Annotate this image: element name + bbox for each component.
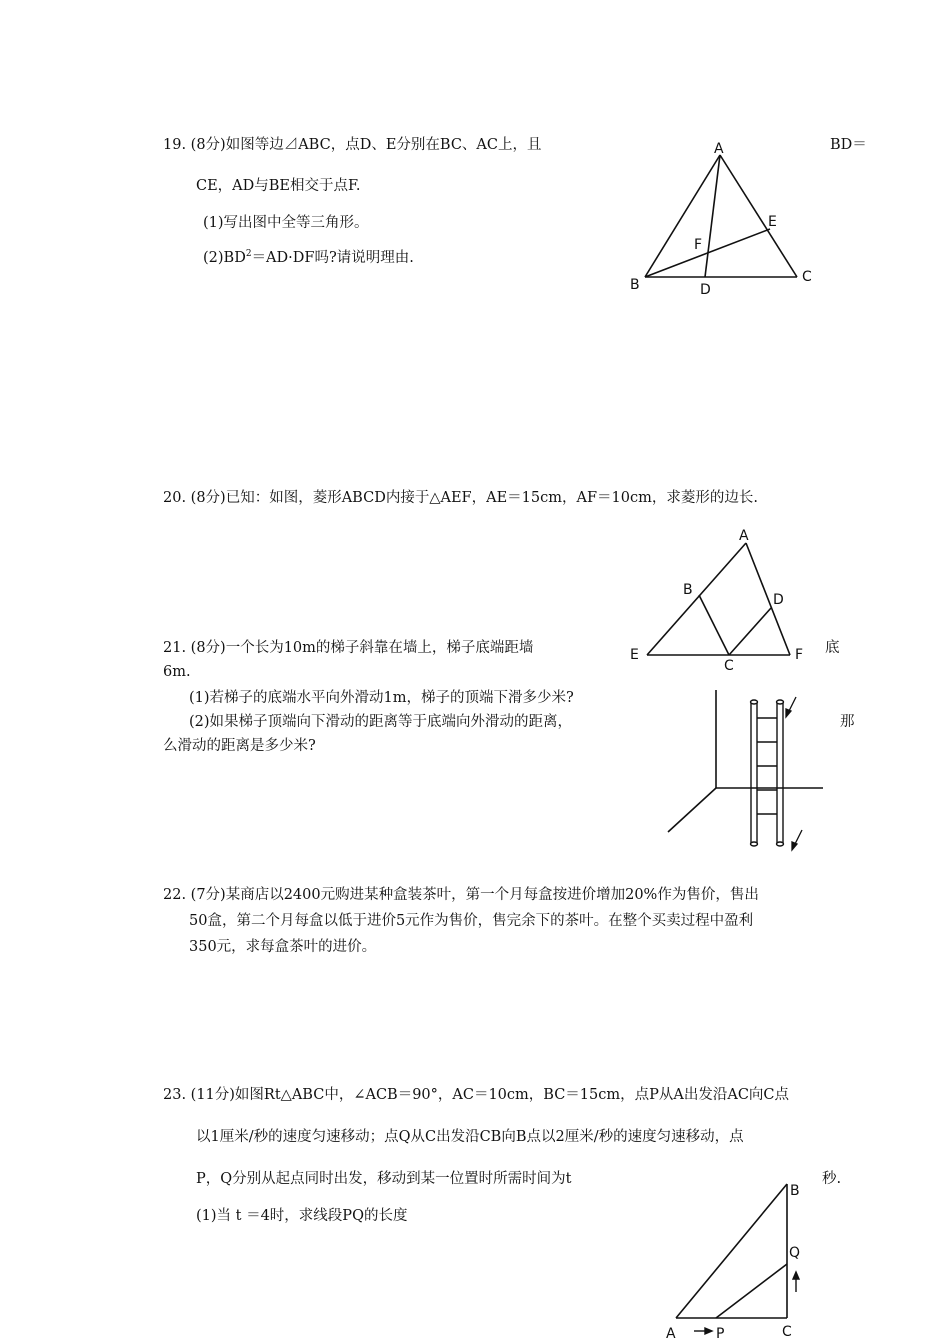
q19-line1-tail: BD＝ [830,137,867,153]
q19-line1: 19. (8分)如图等边⊿ABC，点D、E分别在BC、AC上，且 [163,137,542,153]
q22-line2: 50盒，第二个月每盒以低于进价5元作为售价，售完余下的茶叶。在整个买卖过程中盈利 [189,913,754,929]
q21-part1: (1)若梯子的底端水平向外滑动1m，梯子的顶端下滑多少米? [189,690,574,706]
q20-label-e: E [630,647,639,663]
q19-line2: CE，AD与BE相交于点F. [196,178,361,194]
q23-line3: P，Q分别从起点同时出发，移动到某一位置时所需时间为t [196,1171,572,1187]
q19-label-f: F [694,237,703,253]
q21-line1-tail: 底 [825,640,840,656]
q23-arrow-q-icon [793,1272,799,1292]
q23-line3-tail: 秒. [822,1171,842,1187]
q23-label-b: B [790,1183,800,1199]
q23-segment-pq [716,1264,787,1318]
q20-label-a: A [739,528,749,544]
q21-part2: (2)如果梯子顶端向下滑动的距离等于底端向外滑动的距离， [189,714,573,730]
q21-part2-cont: 么滑动的距离是多少米? [163,738,316,754]
q19-label-e: E [768,214,777,230]
q23-label-q: Q [789,1245,801,1261]
q19-part2-sup: 2 [245,249,252,260]
q20-label-d: D [773,592,784,608]
q22-line1: 22. (7分)某商店以2400元购进某种盒装茶叶，第一个月每盒按进价增加20%作为售价，售出 [163,887,759,903]
q23-line1: 23. (11分)如图Rt△ABC中，∠ACB＝90°，AC＝10cm，BC＝15cm，点P从A出发沿AC向C点 [163,1087,790,1103]
q23-arrow-p-icon [694,1328,712,1334]
q23-line2: 以1厘米/秒的速度匀速移动；点Q从C出发沿CB向B点以2厘米/秒的速度匀速移动，点 [196,1129,744,1145]
q23-label-a: A [666,1326,676,1342]
q21-part2-tail: 那 [840,714,855,730]
q23-label-p: P [716,1326,725,1342]
q20-label-b: B [683,582,693,598]
q19-part2-post: ＝AD·DF吗?请说明理由. [251,250,414,266]
q21-line1: 21. (8分)一个长为10m的梯子斜靠在墙上，梯子底端距墙 [163,640,534,656]
q19-label-d: D [700,282,711,298]
q20-line1: 20. (8分)已知：如图，菱形ABCD内接于△AEF，AE＝15cm，AF＝10cm，求菱形的边长. [163,490,758,506]
q20-label-c: C [724,658,734,674]
q19-label-b: B [630,277,640,293]
q23-side-ab [676,1184,787,1318]
q19-part2-pre: (2)BD [203,250,246,266]
q19-label-c: C [802,269,812,285]
q21-line2: 6m. [163,664,191,680]
q20-label-f: F [795,647,804,663]
q23-part1: (1)当 t ＝4时，求线段PQ的长度 [196,1208,408,1224]
q19-part1: (1)写出图中全等三角形。 [203,215,369,231]
q19-label-a: A [714,141,724,157]
q23-label-c: C [782,1324,792,1340]
q22-line3: 350元，求每盒茶叶的进价。 [189,939,377,955]
